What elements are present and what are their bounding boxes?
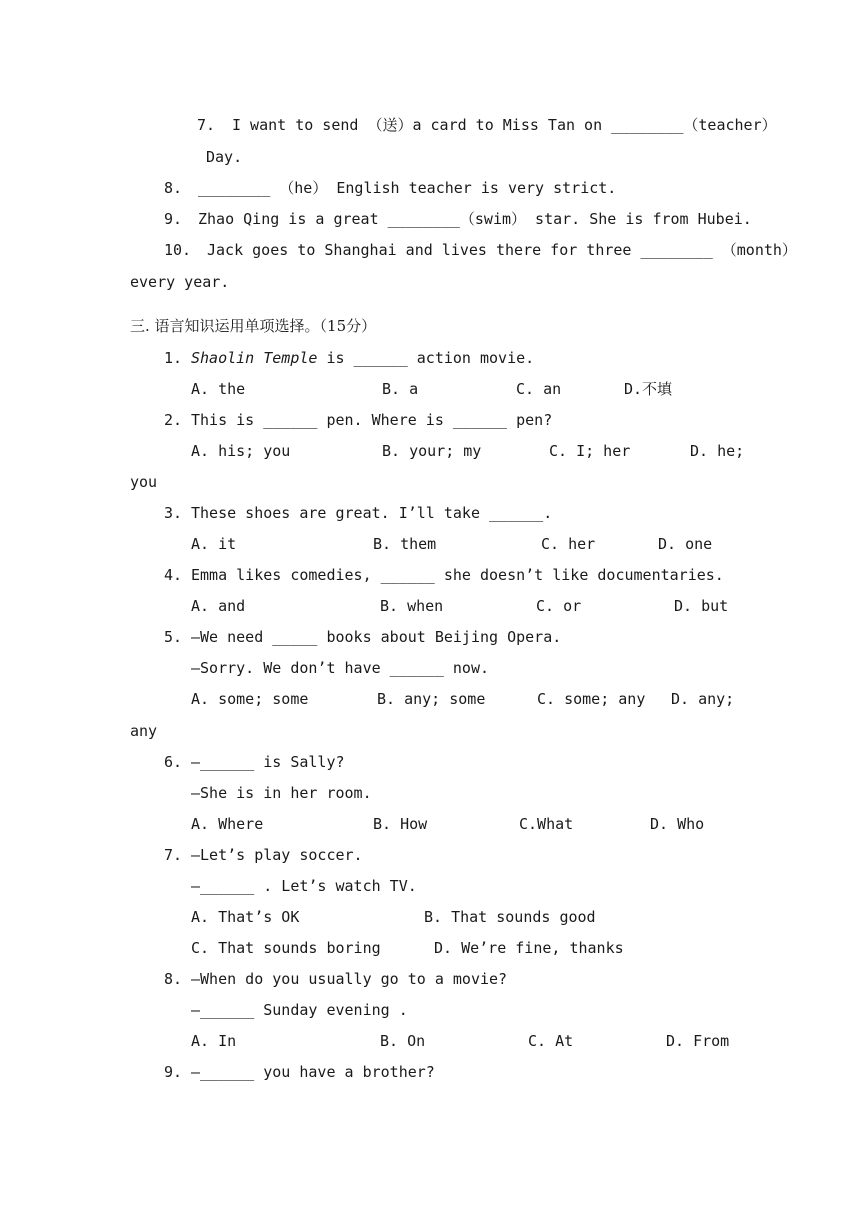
question-text: —When do you usually go to a movie?	[191, 970, 508, 988]
option-b: B. your; my	[382, 442, 482, 460]
question-text: I want to send （送）a card to Miss Tan on ________（teacher）	[232, 116, 777, 134]
option-a: A. In	[191, 1032, 237, 1050]
q-number: 10.	[164, 241, 192, 259]
option-c: C. an	[516, 380, 562, 398]
option-c: C. At	[528, 1032, 574, 1050]
option-d: D. one	[658, 535, 713, 553]
q-number: 8.	[164, 970, 183, 988]
question-reply: —______ . Let’s watch TV.	[191, 877, 417, 895]
option-c: C. That sounds boring	[191, 939, 381, 957]
question-text	[191, 348, 534, 368]
q-number: 8.	[164, 179, 183, 197]
q-number: 2.	[164, 411, 183, 429]
option-d-cont: you	[130, 473, 158, 491]
question-text-cont: every year.	[130, 273, 230, 291]
option-b: B. a	[382, 380, 419, 398]
question-reply: —She is in her room.	[191, 784, 372, 802]
question-text: Zhao Qing is a great ________（swim） star. She is from Hubei.	[198, 210, 752, 228]
question-text-cont: Day.	[206, 148, 243, 166]
option-a: A. some; some	[191, 690, 309, 708]
question-reply: —Sorry. We don’t have ______ now.	[191, 659, 490, 677]
question-text: These shoes are great. I’ll take ______.	[191, 504, 553, 522]
q-number: 5.	[164, 628, 183, 646]
option-d: D. Who	[650, 815, 705, 833]
q-number: 9.	[164, 210, 183, 228]
option-a: A. Where	[191, 815, 264, 833]
option-b: B. them	[373, 535, 437, 553]
section-heading: 三. 语言知识运用单项选择。（15分）	[130, 317, 377, 335]
option-d: D. he;	[690, 442, 745, 460]
option-a: A. and	[191, 597, 246, 615]
option-a: A. That’s OK	[191, 908, 300, 926]
option-c: C. I; her	[549, 442, 631, 460]
option-b: B. On	[380, 1032, 426, 1050]
q-number: 1.	[164, 349, 183, 367]
option-a: A. the	[191, 380, 246, 398]
question-rest: is ______ action movie.	[317, 349, 535, 367]
option-b: B. How	[373, 815, 428, 833]
question-text: ________ （he） English teacher is very strict.	[198, 179, 617, 197]
q-number: 3.	[164, 504, 183, 522]
q-number: 4.	[164, 566, 183, 584]
q-number: 9.	[164, 1063, 183, 1081]
option-a: A. it	[191, 535, 237, 553]
question-text: Emma likes comedies, ______ she doesn’t like documentaries.	[191, 566, 724, 584]
option-c: C. or	[536, 597, 582, 615]
option-d: D. We’re fine, thanks	[434, 939, 624, 957]
option-b: B. any; some	[377, 690, 486, 708]
q-number: 6.	[164, 753, 183, 771]
option-d-cont: any	[130, 722, 158, 740]
question-text: —______ you have a brother?	[191, 1063, 435, 1081]
option-d: D. but	[674, 597, 729, 615]
option-c: C. some; any	[537, 690, 646, 708]
option-b: B. That sounds good	[424, 908, 596, 926]
question-text: —Let’s play soccer.	[191, 846, 363, 864]
option-b: B. when	[380, 597, 444, 615]
question-text: —______ is Sally?	[191, 753, 345, 771]
question-text: —We need _____ books about Beijing Opera.	[191, 628, 562, 646]
q-number: 7.	[197, 116, 216, 134]
option-d: D. From	[666, 1032, 730, 1050]
option-d: D.不填	[624, 380, 673, 398]
option-c: C.What	[519, 815, 574, 833]
option-d: D. any;	[671, 690, 735, 708]
option-a: A. his; you	[191, 442, 291, 460]
option-c: C. her	[541, 535, 596, 553]
question-text: Jack goes to Shanghai and lives there for three ________ （month）	[207, 241, 797, 259]
question-reply: —______ Sunday evening .	[191, 1001, 408, 1019]
question-text: This is ______ pen. Where is ______ pen?	[191, 411, 553, 429]
movie-title: Shaolin Temple	[191, 349, 318, 367]
q-number: 7.	[164, 846, 183, 864]
